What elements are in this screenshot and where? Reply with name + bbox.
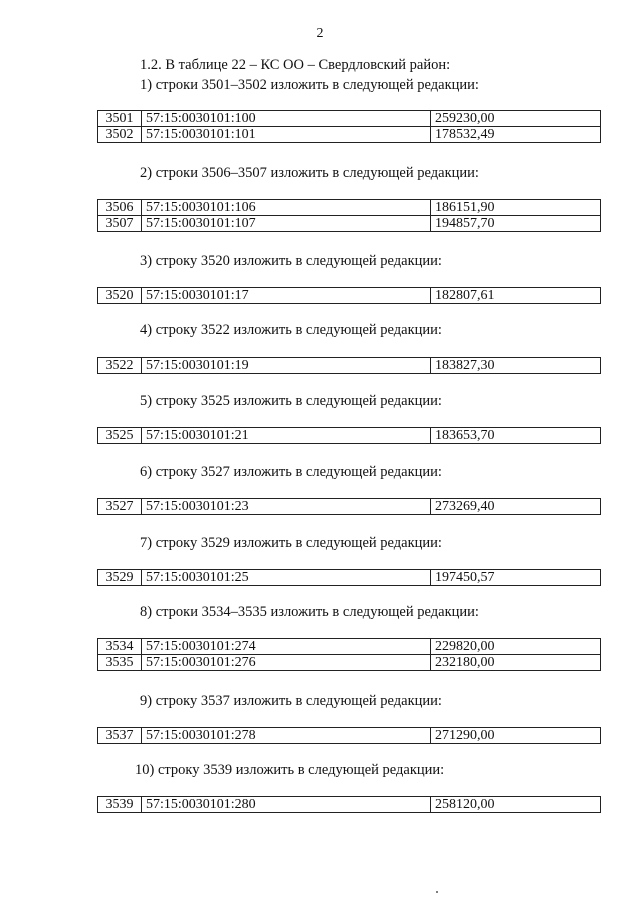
cadastral-value: 232180,00 <box>431 655 601 671</box>
cadastral-number: 57:15:0030101:276 <box>142 655 431 671</box>
cadastral-value: 259230,00 <box>431 111 601 127</box>
table-4 <box>97 357 601 374</box>
table-row <box>98 111 601 127</box>
row-number: 3522 <box>98 358 142 374</box>
row-number: 3535 <box>98 655 142 671</box>
cadastral-value: 183653,70 <box>431 428 601 444</box>
scan-speck <box>436 891 438 893</box>
table-10 <box>97 796 601 813</box>
table-row <box>98 428 601 444</box>
table-9 <box>97 727 601 744</box>
cadastral-number: 57:15:0030101:107 <box>142 216 431 232</box>
table-row <box>98 639 601 655</box>
row-number: 3502 <box>98 127 142 143</box>
table-row <box>98 797 601 813</box>
cadastral-value: 271290,00 <box>431 728 601 744</box>
cadastral-value: 273269,40 <box>431 499 601 515</box>
item-label-9: 9) строку 3537 изложить в следующей редакции: <box>140 693 442 709</box>
row-number: 3501 <box>98 111 142 127</box>
table-row <box>98 570 601 586</box>
cadastral-number: 57:15:0030101:101 <box>142 127 431 143</box>
table-row <box>98 216 601 232</box>
table-7 <box>97 569 601 586</box>
table-row <box>98 358 601 374</box>
item-label-4: 4) строку 3522 изложить в следующей редакции: <box>140 322 442 338</box>
cadastral-value: 186151,90 <box>431 200 601 216</box>
cadastral-value: 178532,49 <box>431 127 601 143</box>
table-row <box>98 200 601 216</box>
page-number: 2 <box>316 26 324 41</box>
cadastral-number: 57:15:0030101:106 <box>142 200 431 216</box>
item-label-8: 8) строки 3534–3535 изложить в следующей редакции: <box>140 604 479 620</box>
cadastral-number: 57:15:0030101:274 <box>142 639 431 655</box>
cadastral-number: 57:15:0030101:21 <box>142 428 431 444</box>
row-number: 3507 <box>98 216 142 232</box>
table-row <box>98 288 601 304</box>
table-8 <box>97 638 601 671</box>
row-number: 3534 <box>98 639 142 655</box>
row-number: 3525 <box>98 428 142 444</box>
item-label-7: 7) строку 3529 изложить в следующей редакции: <box>140 535 442 551</box>
table-5 <box>97 427 601 444</box>
row-number: 3520 <box>98 288 142 304</box>
cadastral-number: 57:15:0030101:280 <box>142 797 431 813</box>
cadastral-value: 194857,70 <box>431 216 601 232</box>
row-number: 3529 <box>98 570 142 586</box>
item-label-3: 3) строку 3520 изложить в следующей редакции: <box>140 253 442 269</box>
cadastral-value: 183827,30 <box>431 358 601 374</box>
table-row <box>98 655 601 671</box>
cadastral-value: 197450,57 <box>431 570 601 586</box>
row-number: 3537 <box>98 728 142 744</box>
cadastral-number: 57:15:0030101:278 <box>142 728 431 744</box>
cadastral-number: 57:15:0030101:19 <box>142 358 431 374</box>
cadastral-number: 57:15:0030101:100 <box>142 111 431 127</box>
cadastral-number: 57:15:0030101:17 <box>142 288 431 304</box>
item-label-5: 5) строку 3525 изложить в следующей редакции: <box>140 393 442 409</box>
item-label-10: 10) строку 3539 изложить в следующей редакции: <box>135 762 445 778</box>
row-number: 3506 <box>98 200 142 216</box>
item-label-1: 1) строки 3501–3502 изложить в следующей редакции: <box>140 77 479 93</box>
cadastral-value: 258120,00 <box>431 797 601 813</box>
item-label-2: 2) строки 3506–3507 изложить в следующей редакции: <box>140 165 479 181</box>
cadastral-value: 182807,61 <box>431 288 601 304</box>
item-label-6: 6) строку 3527 изложить в следующей редакции: <box>140 464 442 480</box>
table-1 <box>97 110 601 143</box>
table-2 <box>97 199 601 232</box>
table-3 <box>97 287 601 304</box>
cadastral-number: 57:15:0030101:23 <box>142 499 431 515</box>
row-number: 3527 <box>98 499 142 515</box>
table-row <box>98 728 601 744</box>
table-row <box>98 499 601 515</box>
table-6 <box>97 498 601 515</box>
section-heading: 1.2. В таблице 22 – КС ОО – Свердловский район: <box>140 57 451 73</box>
cadastral-number: 57:15:0030101:25 <box>142 570 431 586</box>
row-number: 3539 <box>98 797 142 813</box>
cadastral-value: 229820,00 <box>431 639 601 655</box>
table-row <box>98 127 601 143</box>
